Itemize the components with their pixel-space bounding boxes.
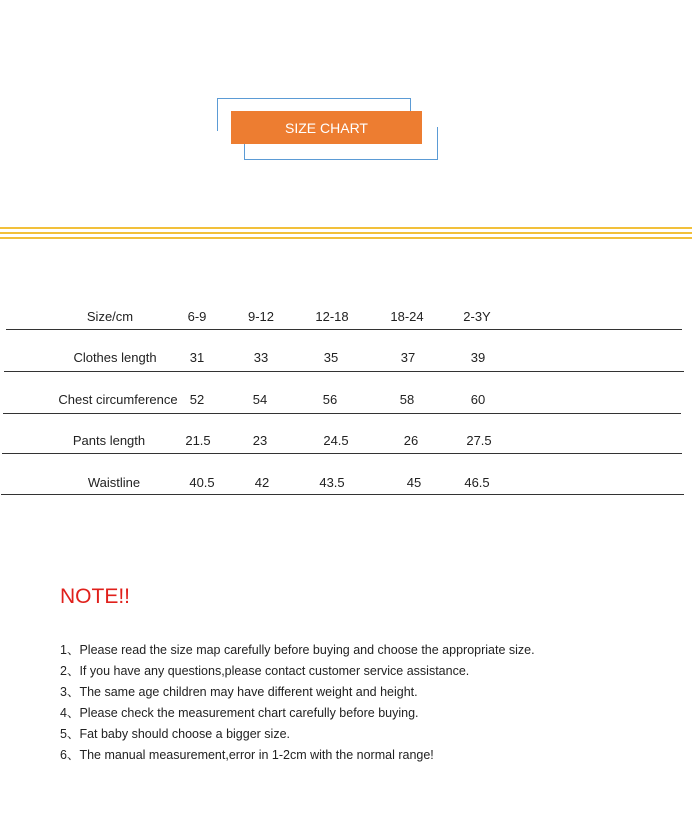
table-cell: 40.5 xyxy=(189,475,215,490)
note-item: 3、The same age children may have different weight and height. xyxy=(60,685,418,699)
table-cell: 26 xyxy=(403,433,419,448)
table-cell: 39 xyxy=(470,350,486,365)
stripe-line xyxy=(0,232,692,234)
table-cell: 45 xyxy=(406,475,422,490)
table-cell: 43.5 xyxy=(319,475,345,490)
table-header-row xyxy=(0,309,692,329)
table-cell: 52 xyxy=(189,392,205,407)
note-item: 2、If you have any questions,please contact customer service assistance. xyxy=(60,664,470,678)
size-chart-banner: SIZE CHART xyxy=(231,111,422,144)
note-item: 5、Fat baby should choose a bigger size. xyxy=(60,727,290,741)
stripe-line xyxy=(0,227,692,229)
table-cell: 21.5 xyxy=(185,433,211,448)
table-cell: 33 xyxy=(253,350,269,365)
table-cell: 42 xyxy=(254,475,270,490)
row-label: Chest circumference xyxy=(58,392,178,407)
stripe-line xyxy=(0,237,692,239)
table-cell: 60 xyxy=(470,392,486,407)
header-cell: Size/cm xyxy=(86,309,134,324)
table-row xyxy=(0,350,692,370)
table-cell: 54 xyxy=(252,392,268,407)
note-list xyxy=(60,640,535,766)
table-row xyxy=(0,392,692,412)
table-cell: 24.5 xyxy=(323,433,349,448)
table-cell: 31 xyxy=(189,350,205,365)
header-cell: 12-18 xyxy=(315,309,349,324)
table-cell: 35 xyxy=(323,350,339,365)
table-cell: 58 xyxy=(399,392,415,407)
header-cell: 2-3Y xyxy=(463,309,491,324)
note-title: NOTE!! xyxy=(60,585,131,608)
note-item: 6、The manual measurement,error in 1-2cm with the normal range! xyxy=(60,748,434,762)
table-cell: 23 xyxy=(252,433,268,448)
table-cell: 37 xyxy=(400,350,416,365)
table-rule xyxy=(6,329,682,330)
row-label: Pants length xyxy=(72,433,146,448)
table-rule xyxy=(3,413,681,414)
header-cell: 6-9 xyxy=(187,309,207,324)
header-cell: 9-12 xyxy=(247,309,275,324)
table-row xyxy=(0,433,692,453)
table-row xyxy=(0,475,692,495)
table-rule xyxy=(4,371,684,372)
row-label: Clothes length xyxy=(73,350,157,365)
table-rule xyxy=(1,494,684,495)
note-item: 1、Please read the size map carefully before buying and choose the appropriate size. xyxy=(60,643,535,657)
header-cell: 18-24 xyxy=(390,309,424,324)
note-item: 4、Please check the measurement chart carefully before buying. xyxy=(60,706,419,720)
table-cell: 46.5 xyxy=(464,475,490,490)
table-cell: 56 xyxy=(322,392,338,407)
table-cell: 27.5 xyxy=(466,433,492,448)
row-label: Waistline xyxy=(87,475,141,490)
table-rule xyxy=(2,453,682,454)
